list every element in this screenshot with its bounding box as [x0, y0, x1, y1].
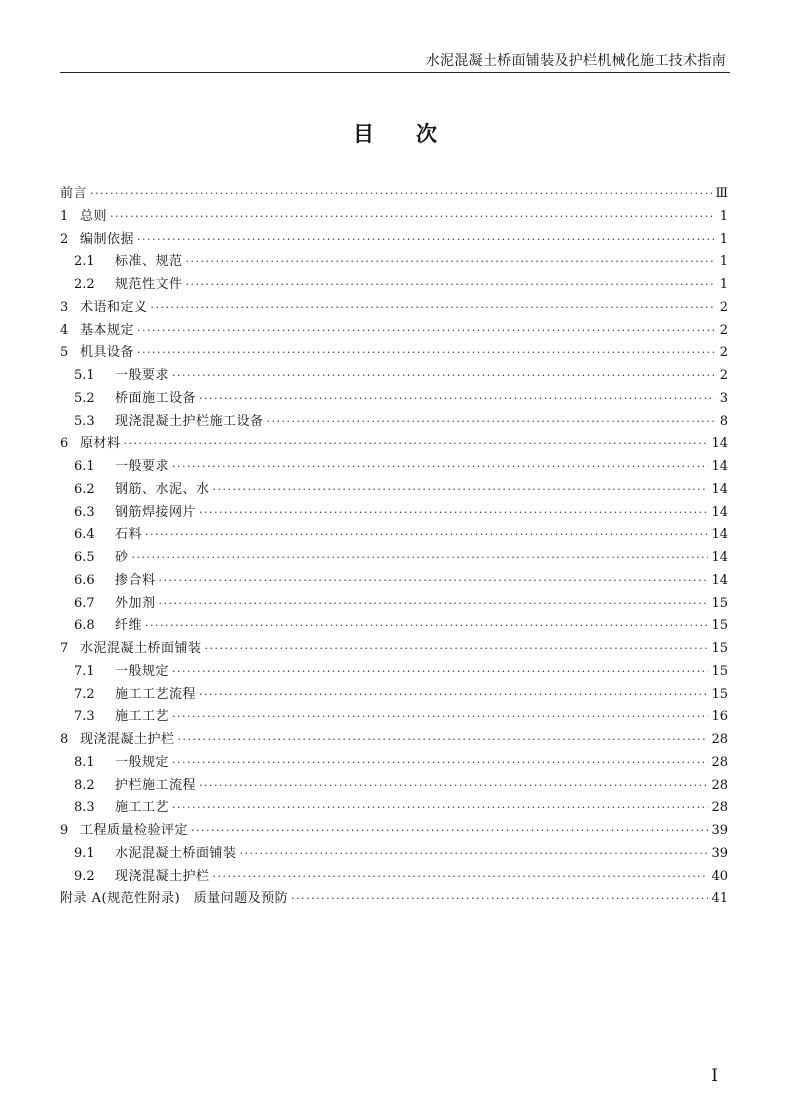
dot-leader	[172, 797, 708, 820]
toc-entry-label: 一般规定	[115, 663, 170, 679]
dot-leader	[124, 433, 709, 456]
dot-leader	[199, 775, 708, 798]
toc-entry-page: 14	[711, 459, 728, 474]
toc-entry-page: 28	[711, 732, 728, 747]
toc-entry-number: 5.2	[74, 390, 95, 406]
toc-entry-label: 编制依据	[80, 231, 135, 247]
dot-leader	[132, 547, 709, 570]
toc-entry-label: 总则	[80, 208, 108, 224]
toc-entry-label: 前言	[60, 186, 88, 201]
toc-entry-page: 16	[711, 709, 728, 725]
dot-leader	[213, 866, 709, 889]
toc-entry[interactable]	[60, 502, 728, 525]
toc-entry[interactable]	[60, 456, 728, 479]
toc-entry[interactable]	[60, 183, 728, 206]
toc-entry[interactable]	[60, 411, 728, 434]
toc-entry-page: 15	[711, 641, 728, 656]
toc-entry-label: 基本规定	[80, 322, 135, 338]
dot-leader	[267, 411, 715, 434]
toc-entry-number: 2.2	[74, 277, 95, 292]
dot-leader	[172, 456, 708, 479]
toc-entry-page: 28	[711, 800, 728, 816]
dot-leader	[151, 297, 715, 320]
toc-entry-number: 7	[60, 641, 69, 656]
dot-leader	[137, 320, 715, 343]
toc-entry-label: 规范性文件	[115, 277, 183, 292]
toc-entry[interactable]	[60, 479, 728, 502]
toc-entry-number: 4	[60, 322, 69, 338]
toc-entry-number: 6.3	[74, 504, 95, 520]
toc-entry-page: 14	[711, 481, 728, 497]
toc-entry[interactable]	[60, 752, 728, 775]
dot-leader	[145, 615, 708, 638]
toc-entry[interactable]	[60, 206, 728, 229]
dot-leader	[172, 365, 715, 388]
toc-entry-number: 2.1	[74, 254, 95, 270]
toc-entry-number: 9.2	[74, 868, 95, 884]
toc-entry-label: 施工工艺流程	[115, 686, 197, 702]
toc-entry-label: 术语和定义	[80, 299, 148, 315]
toc-entry-page: 2	[719, 322, 728, 338]
toc-entry[interactable]	[60, 251, 728, 274]
toc-entry-label: 掺合料	[115, 572, 156, 588]
toc-entry-number: 8.3	[74, 800, 95, 816]
toc-entry-page: 39	[711, 845, 728, 861]
toc-entry-page: Ⅲ	[715, 186, 728, 201]
toc-entry[interactable]	[60, 388, 728, 411]
toc-entry-number: 7.3	[74, 709, 95, 725]
dot-leader	[191, 820, 708, 843]
toc-entry-number: 6.2	[74, 481, 95, 497]
toc-entry[interactable]	[60, 684, 728, 707]
toc-entry-page: 28	[711, 754, 728, 770]
toc-entry[interactable]	[60, 797, 728, 820]
toc-entry-label: 纤维	[115, 618, 143, 634]
toc-entry[interactable]	[60, 638, 728, 661]
toc-entry-label: 施工工艺	[115, 709, 170, 725]
toc-entry-number: 5.1	[74, 368, 95, 383]
toc-entry-label: 桥面施工设备	[115, 390, 197, 406]
dot-leader	[110, 206, 715, 229]
toc-entry-number: 6	[60, 436, 69, 452]
toc-entry-label: 附录 A(规范性附录) 质量问题及预防	[60, 891, 289, 907]
toc-entry[interactable]	[60, 570, 728, 593]
dot-leader	[186, 251, 715, 274]
toc-entry-label: 标准、规范	[115, 254, 183, 270]
toc-entry-page: 1	[719, 231, 728, 247]
toc-entry[interactable]	[60, 661, 728, 684]
toc-entry[interactable]	[60, 866, 728, 889]
toc-entry-page: 2	[719, 345, 728, 361]
dot-leader	[291, 888, 708, 911]
toc-entry-number: 5.3	[74, 413, 95, 429]
toc-entry[interactable]	[60, 320, 728, 343]
toc-entry-page: 28	[711, 777, 728, 793]
toc-entry[interactable]	[60, 843, 728, 866]
toc-entry-label: 一般要求	[115, 368, 170, 383]
dot-leader	[199, 684, 708, 707]
toc-entry-number: 8.1	[74, 754, 95, 770]
toc-title: 目次	[353, 122, 479, 146]
toc-entry-label: 施工工艺	[115, 800, 170, 816]
dot-leader	[159, 593, 709, 616]
toc-entry-page: 14	[711, 527, 728, 543]
toc-entry-label: 护栏施工流程	[115, 777, 197, 793]
toc-entry-page: 8	[719, 413, 728, 429]
toc-entry[interactable]	[60, 593, 728, 616]
dot-leader	[90, 183, 712, 206]
toc-entry-label: 现浇混凝土护栏施工设备	[115, 413, 264, 429]
toc-entry-number: 7.1	[74, 663, 95, 679]
toc-entry[interactable]	[60, 888, 728, 911]
running-header: 水泥混凝土桥面铺装及护栏机械化施工技术指南	[425, 53, 726, 69]
toc-entry-page: 15	[711, 595, 728, 611]
toc-entry[interactable]	[60, 729, 728, 752]
toc-entry-page: 15	[711, 663, 728, 679]
toc-entry-number: 7.2	[74, 686, 95, 702]
dot-leader	[172, 706, 708, 729]
toc-entry-page: 15	[711, 686, 728, 702]
toc-entry[interactable]	[60, 274, 728, 297]
toc-entry-number: 5	[60, 345, 69, 361]
toc-entry[interactable]	[60, 615, 728, 638]
toc-entry[interactable]	[60, 365, 728, 388]
toc-entry-number: 6.4	[74, 527, 95, 543]
toc-entry-page: 2	[719, 368, 728, 383]
toc-entry-page: 39	[711, 823, 728, 838]
toc-entry-label: 钢筋、水泥、水	[115, 481, 210, 497]
toc-entry-label: 机具设备	[80, 345, 135, 361]
toc-entry-label: 原材料	[80, 436, 121, 452]
toc-entry-page: 1	[719, 208, 728, 224]
toc-entry-page: 14	[711, 504, 728, 520]
toc-entry-label: 一般要求	[115, 459, 170, 474]
toc-entry-label: 现浇混凝土护栏	[115, 868, 210, 884]
toc-entry-number: 9	[60, 823, 69, 838]
toc-entry-page: 41	[711, 891, 728, 907]
toc-entry[interactable]	[60, 297, 728, 320]
dot-leader	[199, 502, 708, 525]
dot-leader	[172, 752, 708, 775]
toc-entry-number: 1	[60, 208, 69, 224]
table-of-contents	[60, 183, 728, 911]
toc-entry-number: 2	[60, 231, 69, 247]
dot-leader	[186, 274, 715, 297]
toc-entry-number: 6.7	[74, 595, 95, 611]
toc-entry-label: 钢筋焊接网片	[115, 504, 197, 520]
toc-entry-number: 8.2	[74, 777, 95, 793]
toc-entry-label: 砂	[115, 550, 129, 565]
page-number: I	[711, 1066, 718, 1086]
dot-leader	[240, 843, 709, 866]
toc-entry-page: 1	[719, 277, 728, 292]
toc-entry[interactable]	[60, 820, 728, 843]
toc-entry-label: 石料	[115, 527, 143, 543]
dot-leader	[137, 342, 715, 365]
toc-entry-page: 14	[711, 572, 728, 588]
toc-entry-label: 现浇混凝土护栏	[80, 732, 175, 747]
toc-entry[interactable]	[60, 524, 728, 547]
toc-entry[interactable]	[60, 229, 728, 252]
toc-entry-label: 一般规定	[115, 754, 170, 770]
toc-entry[interactable]	[60, 547, 728, 570]
dot-leader	[213, 479, 709, 502]
toc-entry-page: 1	[719, 254, 728, 270]
toc-entry-page: 2	[719, 299, 728, 315]
toc-entry-number: 6.6	[74, 572, 95, 588]
toc-entry[interactable]	[60, 433, 728, 456]
toc-entry-label: 水泥混凝土桥面铺装	[115, 845, 237, 861]
toc-entry-label: 外加剂	[115, 595, 156, 611]
dot-leader	[178, 729, 709, 752]
toc-entry-number: 6.1	[74, 459, 95, 474]
toc-entry[interactable]	[60, 706, 728, 729]
dot-leader	[172, 661, 708, 684]
toc-entry[interactable]	[60, 342, 728, 365]
toc-entry-page: 14	[711, 436, 728, 452]
toc-entry-page: 3	[719, 390, 728, 406]
toc-entry-number: 6.5	[74, 550, 95, 565]
toc-entry-number: 3	[60, 299, 69, 315]
toc-entry-page: 14	[711, 550, 728, 565]
dot-leader	[159, 570, 709, 593]
toc-entry-number: 8	[60, 732, 69, 747]
toc-entry-number: 9.1	[74, 845, 95, 861]
dot-leader	[205, 638, 709, 661]
dot-leader	[145, 524, 708, 547]
toc-entry[interactable]	[60, 775, 728, 798]
toc-entry-label: 工程质量检验评定	[80, 823, 189, 838]
dot-leader	[137, 229, 715, 252]
toc-entry-number: 6.8	[74, 618, 95, 634]
toc-entry-label: 水泥混凝土桥面铺装	[80, 641, 202, 656]
header-rule	[60, 72, 730, 73]
dot-leader	[199, 388, 715, 411]
toc-entry-page: 15	[711, 618, 728, 634]
toc-entry-page: 40	[711, 868, 728, 884]
